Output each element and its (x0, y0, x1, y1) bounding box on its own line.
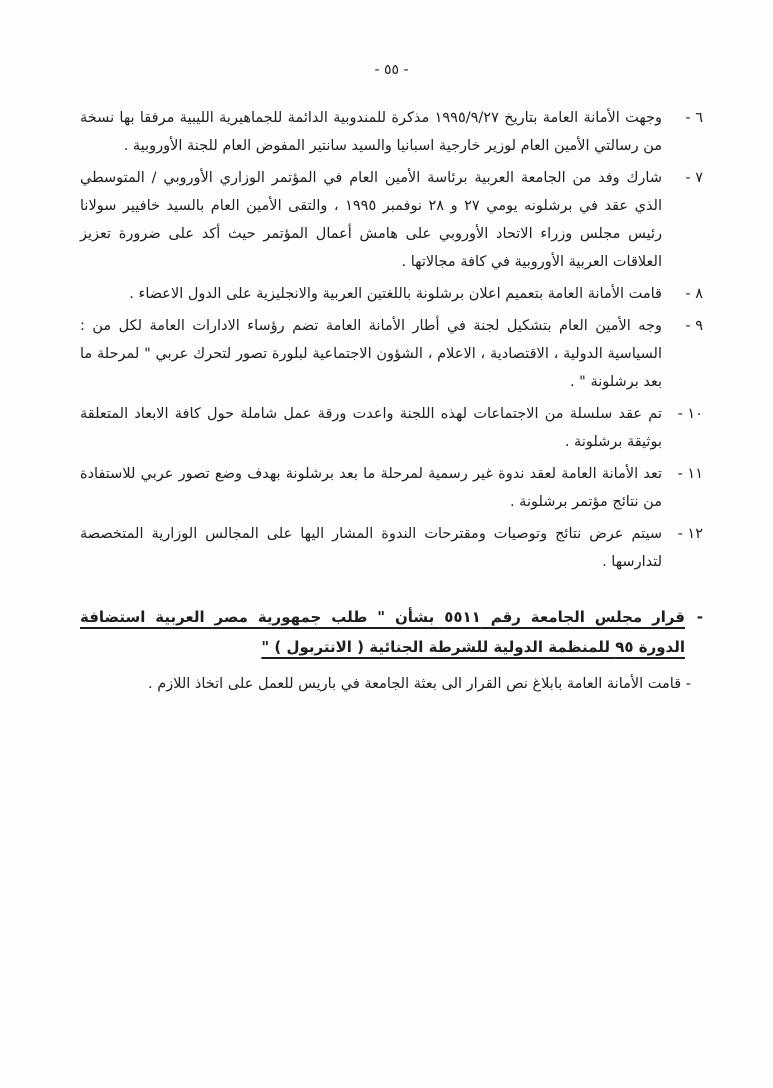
item-text: وجه الأمين العام بتشكيل لجنة في أطار الأمانة العامة تضم رؤساء الادارات العامة لكل من : السياسية الدولية ، الاقتصادية ، الاعلام ، الشؤون الاجتماعية لبلورة تصور لتحرك عربي " لمرحلة ما بعد برشلونة " . (80, 318, 662, 390)
item-text: وجهت الأمانة العامة بتاريخ ١٩٩٥/٩/٢٧ مذكرة للمندوبية الدائمة للجماهيرية الليبية مرفقا بها نسخة من رسالتي الأمين العام لوزير خارجية اسبانيا والسيد سانتير المفوض العام للجنة الأوروبية . (80, 110, 662, 154)
item-text: تم عقد سلسلة من الاجتماعات لهذه اللجنة واعدت ورقة عمل شاملة حول كافة الابعاد المتعلقة بوثيقة برشلونة . (80, 406, 662, 450)
item-text: قامت الأمانة العامة بتعميم اعلان برشلونة باللغتين العربية والانجليزية على الدول الاعضاء . (129, 286, 662, 302)
item-text: سيتم عرض نتائج وتوصيات ومقترحات الندوة المشار اليها على المجالس الوزارية المتخصصة لتدارسها . (80, 526, 662, 570)
numbered-item-list (80, 104, 703, 576)
item-number: ١١ - (677, 466, 703, 482)
resolution-heading-row (80, 602, 703, 662)
list-item (80, 400, 703, 456)
list-item (80, 312, 703, 396)
resolution-dash: - (696, 608, 703, 626)
resolution-body: - قامت الأمانة العامة بابلاغ نص القرار الى بعثة الجامعة في باريس للعمل على اتخاذ اللازم . (148, 676, 691, 692)
resolution-section (80, 602, 703, 698)
page-number: - ٥٥ - (374, 62, 409, 78)
item-number: ١٠ - (677, 406, 703, 422)
item-text: تعد الأمانة العامة لعقد ندوة غير رسمية لمرحلة ما بعد برشلونة بهدف وضع تصور عربي للاستفادة من نتائج مؤتمر برشلونة . (80, 466, 662, 510)
item-number: ٧ - (685, 170, 703, 186)
list-item (80, 280, 703, 308)
item-number: ٩ - (685, 318, 703, 334)
list-item (80, 520, 703, 576)
list-item (80, 164, 703, 276)
item-number: ٦ - (685, 110, 703, 126)
list-item (80, 104, 703, 160)
list-item (80, 460, 703, 516)
resolution-heading: قرار مجلس الجامعة رقم ٥٥١١ بشأن " طلب جمهورية مصر العربية استضافة الدورة ٩٥ للمنظمة الدولية للشرطة الجنائية ( الانتربول ) " (80, 608, 685, 656)
item-text: شارك وفد من الجامعة العربية برئاسة الأمين العام في المؤتمر الوزاري الأوروبي / المتوسطي الذي عقد في برشلونه يومي ٢٧ و ٢٨ نوفمبر ١٩٩٥ ، والتقى الأمين العام بالسيد خافيير سولانا رئيس مجلس وزراء الاتحاد الأوروبي على هامش أعمال المؤتمر حيث أكد على ضرورة تعزيز العلاقات العربية الأوروبية في كافة مجالاتها . (80, 170, 662, 270)
item-number: ٨ - (685, 286, 703, 302)
item-number: ١٢ - (677, 526, 703, 542)
